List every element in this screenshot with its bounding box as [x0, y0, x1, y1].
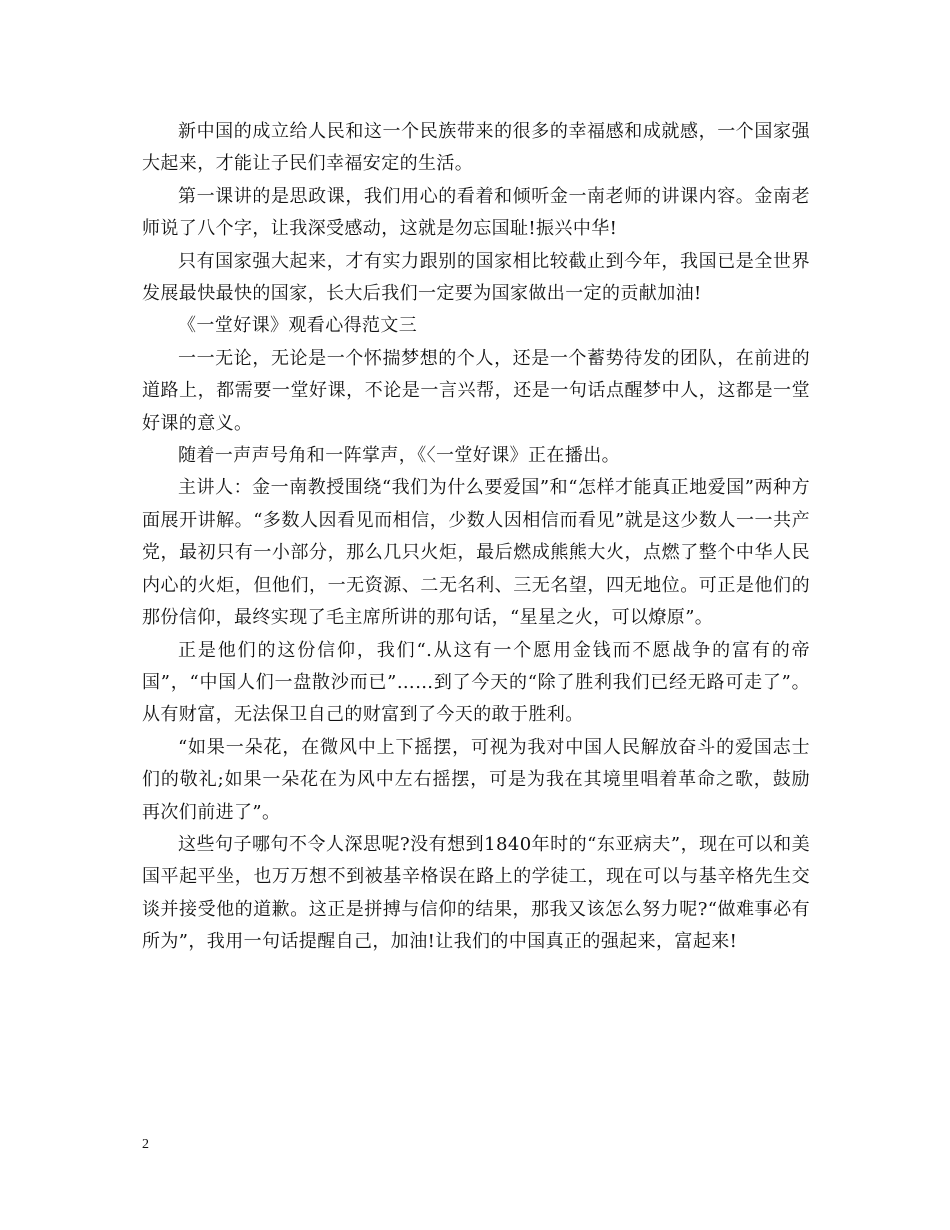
paragraph-3: 只有国家强大起来，才有实力跟别的国家相比较截止到今年，我国已是全世界发展最快最快的国家，长大后我们一定要为国家做出一定的贡献加油! [142, 250, 810, 305]
document-body [142, 116, 810, 959]
paragraph-5: 随着一声声号角和一阵掌声，《〈一堂好课》正在播出。 [178, 445, 620, 467]
paragraph-4: 一一无论，无论是一个怀揣梦想的个人，还是一个蓄势待发的团队，在前进的道路上，都需要一堂好课，不论是一言兴帮，还是一句话点醒梦中人，这都是一堂好课的意义。 [142, 347, 810, 434]
paragraph-9: 这些句子哪句不令人深思呢?没有想到1840年时的“东亚病夫”，现在可以和美国平起平坐，也万万想不到被基辛格误在路上的学徒工，现在可以与基辛格先生交谈并接受他的道歉。这正是拼搏与信仰的结果，那我又该怎么努力呢?“做难事必有所为”，我用一句话提醒自己，加油!让我们的中国真正的强起来，富起来! [142, 833, 810, 953]
paragraph-2: 第一课讲的是思政课，我们用心的看着和倾听金一南老师的讲课内容。金南老师说了八个字，让我深受感动，这就是勿忘国耻!振兴中华! [142, 185, 810, 240]
paragraph-7: 正是他们的这份信仰，我们“.从这有一个愿用金钱而不愿战争的富有的帝国”，“中国人们一盘散沙而已”……到了今天的“除了胜利我们已经无路可走了”。从有财富，无法保卫自己的财富到了今天的敢于胜利。 [142, 639, 810, 726]
paragraph-1: 新中国的成立给人民和这一个民族带来的很多的幸福感和成就感，一个国家强大起来，才能让子民们幸福安定的生活。 [142, 121, 810, 175]
page-number: 2 [142, 1137, 149, 1152]
section-heading: 《一堂好课》观看心得范文三 [178, 315, 418, 337]
paragraph-6: 主讲人：金一南教授围绕“我们为什么要爱国”和“怎样才能真正地爱国”两种方面展开讲解。“多数人因看见而相信，少数人因相信而看见”就是这少数人一一共产党，最初只有一小部分，那么几只火炬，最后燃成熊熊大火，点燃了整个中华人民内心的火炬，但他们，一无资源、二无名利、三无名望，四无地位。可正是他们的那份信仰，最终实现了毛主席所讲的那句话，“星星之火，可以燎原”。 [142, 477, 810, 629]
paragraph-8: “如果一朵花，在微风中上下摇摆，可视为我对中国人民解放奋斗的爱国志士们的敬礼;如果一朵花在为风中左右摇摆，可是为我在其境里唱着革命之歌，鼓励再次们前进了”。 [142, 736, 810, 823]
